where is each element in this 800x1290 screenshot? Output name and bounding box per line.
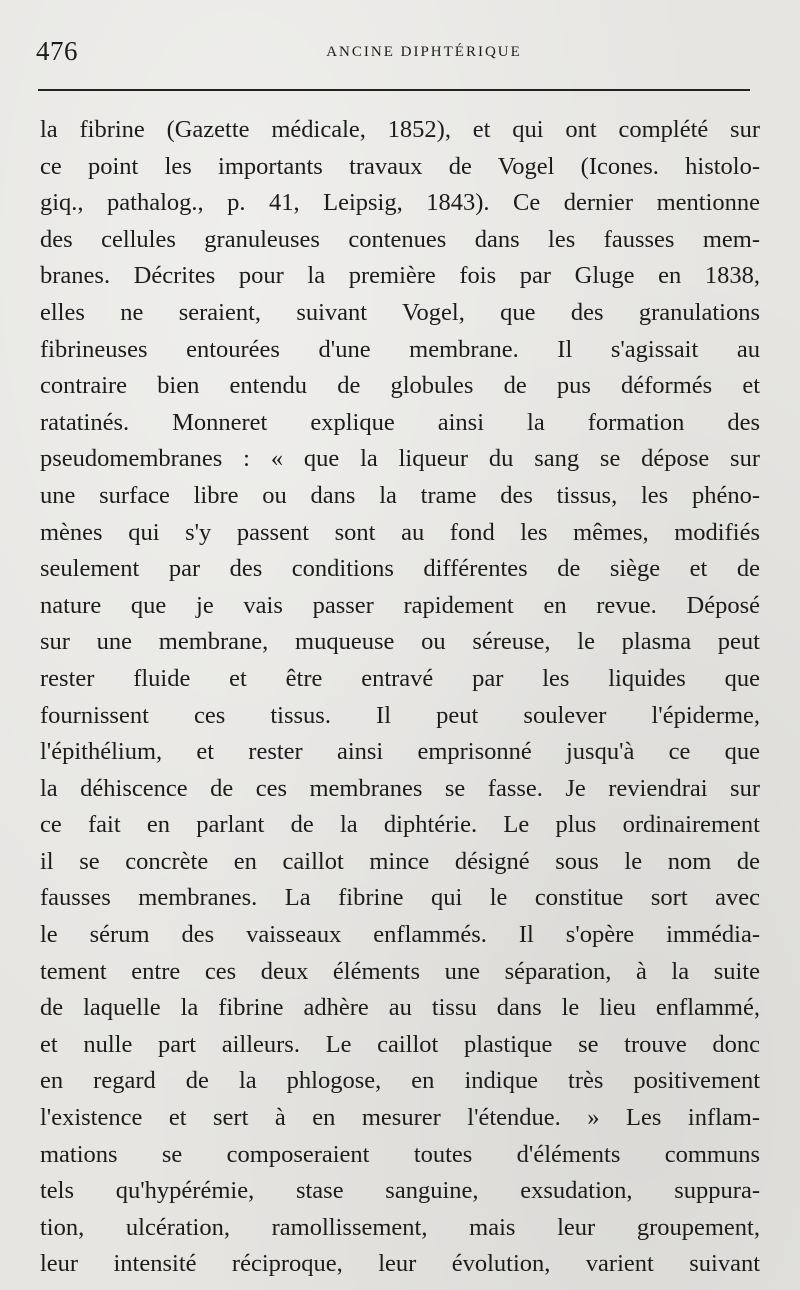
text-line: elles ne seraient, suivant Vogel, que des granulations xyxy=(40,298,760,326)
text-line: l'épithélium, et rester ainsi emprisonné jusqu'à ce que xyxy=(40,738,760,766)
header-rule xyxy=(38,89,750,91)
text-line: l'existence et sert à en mesurer l'étendue. » Les inflam- xyxy=(40,1104,760,1132)
text-line: branes. Décrites pour la première fois par Gluge en 1838, xyxy=(40,262,760,290)
text-line: la déhiscence de ces membranes se fasse. Je reviendrai sur xyxy=(40,774,760,802)
text-line: rester fluide et être entravé par les liquides que xyxy=(40,664,760,692)
text-line: tion, ulcération, ramollissement, mais leur groupement, xyxy=(40,1213,760,1241)
running-title: ANCINE DIPHTÉRIQUE xyxy=(326,44,522,60)
text-line: leur intensité réciproque, leur évolution, varient suivant xyxy=(40,1250,760,1278)
text-line: des cellules granuleuses contenues dans les fausses mem- xyxy=(40,225,760,253)
text-line: mations se composeraient toutes d'éléments communs xyxy=(40,1140,760,1168)
text-line: tels qu'hypérémie, stase sanguine, exsudation, suppura- xyxy=(40,1177,760,1205)
text-line: giq., pathalog., p. 41, Leipsig, 1843). Ce dernier mentionne xyxy=(40,189,760,217)
text-line: le sérum des vaisseaux enflammés. Il s'opère immédia- xyxy=(40,921,760,949)
text-line: et nulle part ailleurs. Le caillot plastique se trouve donc xyxy=(40,1030,760,1058)
text-line: fibrineuses entourées d'une membrane. Il s'agissait au xyxy=(40,335,760,363)
text-line: une surface libre ou dans la trame des tissus, les phéno- xyxy=(40,481,760,509)
text-line: sur une membrane, muqueuse ou séreuse, le plasma peut xyxy=(40,628,760,656)
text-line: il se concrète en caillot mince désigné sous le nom de xyxy=(40,847,760,875)
text-line: pseudomembranes : « que la liqueur du sang se dépose sur xyxy=(40,445,760,473)
text-line: ce fait en parlant de la diphtérie. Le plus ordinairement xyxy=(40,811,760,839)
text-line: seulement par des conditions différentes de siège et de xyxy=(40,555,760,583)
text-line: ratatinés. Monneret explique ainsi la formation des xyxy=(40,408,760,436)
page-header xyxy=(36,36,752,76)
text-line: fausses membranes. La fibrine qui le constitue sort avec xyxy=(40,884,760,912)
text-line: fournissent ces tissus. Il peut soulever l'épiderme, xyxy=(40,701,760,729)
text-line: contraire bien entendu de globules de pus déformés et xyxy=(40,372,760,400)
text-line: mènes qui s'y passent sont au fond les mêmes, modifiés xyxy=(40,518,760,546)
text-line: de laquelle la fibrine adhère au tissu dans le lieu enflammé, xyxy=(40,994,760,1022)
text-line: tement entre ces deux éléments une séparation, à la suite xyxy=(40,957,760,985)
body-text xyxy=(40,112,760,1283)
text-line: la fibrine (Gazette médicale, 1852), et qui ont complété sur xyxy=(40,116,760,143)
page-number: 476 xyxy=(36,36,78,66)
text-line: nature que je vais passer rapidement en revue. Déposé xyxy=(40,591,760,619)
text-line: en regard de la phlogose, en indique très positivement xyxy=(40,1067,760,1095)
text-line: ce point les importants travaux de Vogel (Icones. histolo- xyxy=(40,152,760,180)
